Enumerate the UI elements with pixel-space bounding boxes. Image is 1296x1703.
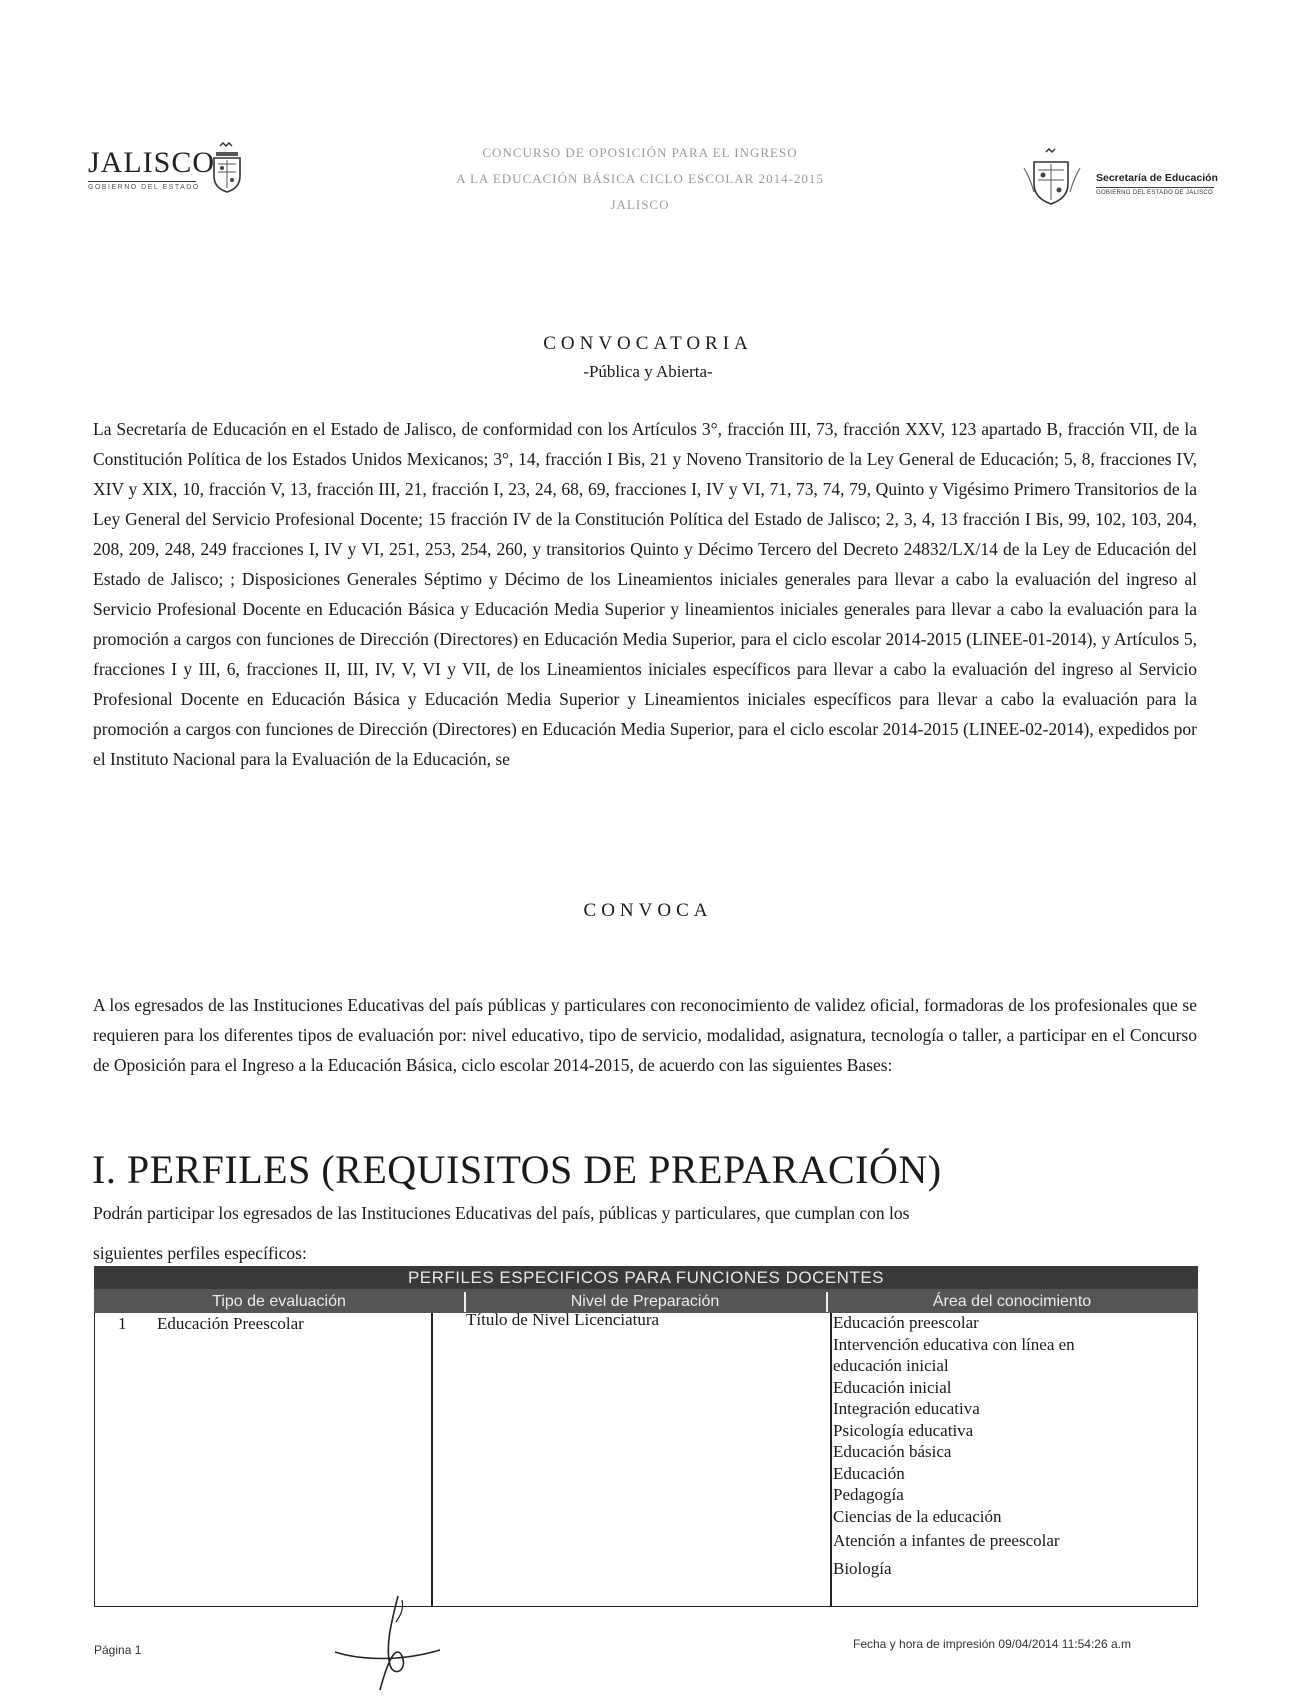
area-item: Biología xyxy=(833,1558,892,1578)
section-intro-line-1: Podrán participar los egresados de las Instituciones Educativas del país, públicas y particulares, que cumplan con los xyxy=(93,1203,910,1223)
coat-of-arms-icon xyxy=(1020,148,1084,208)
area-item: Intervención educativa con línea en xyxy=(833,1334,1075,1354)
row-number: 1 xyxy=(118,1314,127,1333)
jalisco-logo xyxy=(88,148,258,218)
logo-underline xyxy=(88,181,196,182)
area-item: Integración educativa xyxy=(833,1399,980,1418)
logo-rule xyxy=(1096,187,1214,188)
area-item: Educación xyxy=(833,1463,905,1483)
invitation-paragraph: A los egresados de las Instituciones Educativas del país públicas y particulares con reconocimiento de validez oficial, formadoras de los profesionales que se requieren para los diferentes tipos de evaluación por: nivel educativo, tipo de servicio, modalidad, asignatura, tecnología o taller, a participar en el Concurso de Oposición para el Ingreso a la Educación Básica, ciclo escolar 2014-2015, de acuerdo con las siguientes Bases: xyxy=(93,995,1197,1075)
profiles-table xyxy=(94,1266,1198,1606)
column-divider xyxy=(830,1313,832,1607)
area-item: Ciencias de la educación xyxy=(833,1506,1002,1526)
area-item: Educación básica xyxy=(833,1442,952,1461)
header-separator xyxy=(464,1292,466,1312)
jalisco-logo-tagline: GOBIERNO DEL ESTADO xyxy=(88,184,200,191)
header-line-2: A LA EDUCACIÓN BÁSICA CICLO ESCOLAR 2014-2015 xyxy=(456,171,824,186)
legal-basis-paragraph: La Secretaría de Educación en el Estado de Jalisco, de conformidad con los Artículos 3°, fracción III, 73, fracción XXV, 123 apartado B, fracción VII, de la Constitución Política de los Estados Unidos Mexicanos; 3°, 14, fracción I Bis, 21 y Noveno Transitorio de la Ley General de Educación; 5, 8, fracciones IV, XIV y XIX, 10, fracción V, 13, fracción III, 21, fracción I, 23, 24, 68, 69, fracciones I, IV y VI, 71, 73, 74, 79, Quinto y Vigésimo Primero Transitorios de la Ley General del Servicio Profesional Docente; 15 fracción IV de la Constitución Política del Estado de Jalisco; 2, 3, 4, 13 fracción I Bis, 99, 102, 103, 204, 208, 209, 248, 249 fracciones I, IV y VI, 251, 253, 254, 260, y transitorios Quinto y Décimo Tercero del Decreto 24832/LX/14 de la Ley de Educación del Estado de Jalisco; ; Disposiciones Generales Séptimo y Décimo de los Lineamientos iniciales generales para llevar a cabo la evaluación del ingreso al Servicio Profesional Docente en Educación Básica y Educación Media Superior y lineamientos iniciales generales para llevar a cabo la evaluación para la promoción a cargos con funciones de Dirección (Directores) en Educación Media Superior, para el ciclo escolar 2014-2015 (LINEE-01-2014), y Artículos 5, fracciones I y III, 6, fracciones II, III, IV, V, VI y VII, de los Lineamientos iniciales específicos para llevar a cabo la evaluación del ingreso al Servicio Profesional Docente en Educación Básica y Educación Media Superior y Lineamientos iniciales específicos para llevar a cabo la evaluación para la promoción a cargos con funciones de Dirección (Directores) en Educación Media Superior, para el ciclo escolar 2014-2015 (LINEE-02-2014), expedidos por el Instituto Nacional para la Evaluación de la Educación, se xyxy=(93,419,1197,769)
area-item: Atención a infantes de preescolar xyxy=(833,1531,1060,1550)
secretaria-subtitle: GOBIERNO DEL ESTADO DE JALISCO xyxy=(1096,190,1214,196)
page-number: Página 1 xyxy=(94,1643,142,1657)
column-header-area: Área del conocimiento xyxy=(932,1293,1092,1310)
document-title: CONVOCATORIA xyxy=(543,333,753,354)
table-title: PERFILES ESPECIFICOS PARA FUNCIONES DOCENTES xyxy=(94,1266,1198,1289)
section-title: I. PERFILES (REQUISITOS DE PREPARACIÓN) xyxy=(92,1147,942,1192)
column-header-nivel: Nivel de Preparación xyxy=(570,1293,720,1310)
column-divider xyxy=(431,1313,433,1607)
header-line-1: CONCURSO DE OPOSICIÓN PARA EL INGRESO xyxy=(482,145,798,160)
document-subtitle: -Pública y Abierta- xyxy=(583,362,713,381)
secretaria-logo xyxy=(1020,148,1240,218)
print-timestamp: Fecha y hora de impresión 09/04/2014 11:54:26 a.m xyxy=(853,1637,1131,1651)
area-item: Psicología educativa xyxy=(833,1420,974,1440)
section-intro-line-2: siguientes perfiles específicos: xyxy=(93,1243,307,1263)
handwritten-signature xyxy=(330,1590,450,1700)
area-item: Educación preescolar xyxy=(833,1313,979,1332)
area-item: educación inicial xyxy=(833,1356,949,1375)
coat-of-arms-icon xyxy=(206,142,246,200)
convoca-heading: CONVOCA xyxy=(583,900,713,921)
header-separator xyxy=(826,1292,828,1312)
cell-nivel: Título de Nivel Licenciatura xyxy=(466,1310,660,1329)
cell-tipo: Educación Preescolar xyxy=(157,1314,304,1333)
jalisco-logo-text: JALISCO xyxy=(88,146,216,179)
area-item: Pedagogía xyxy=(833,1485,904,1504)
header-line-3: JALISCO xyxy=(610,197,670,212)
cell-areas xyxy=(833,1312,1075,1579)
area-item: Educación inicial xyxy=(833,1377,952,1397)
column-header-tipo: Tipo de evaluación xyxy=(212,1293,346,1310)
secretaria-title: Secretaría de Educación xyxy=(1096,172,1218,184)
header-center xyxy=(430,140,850,218)
